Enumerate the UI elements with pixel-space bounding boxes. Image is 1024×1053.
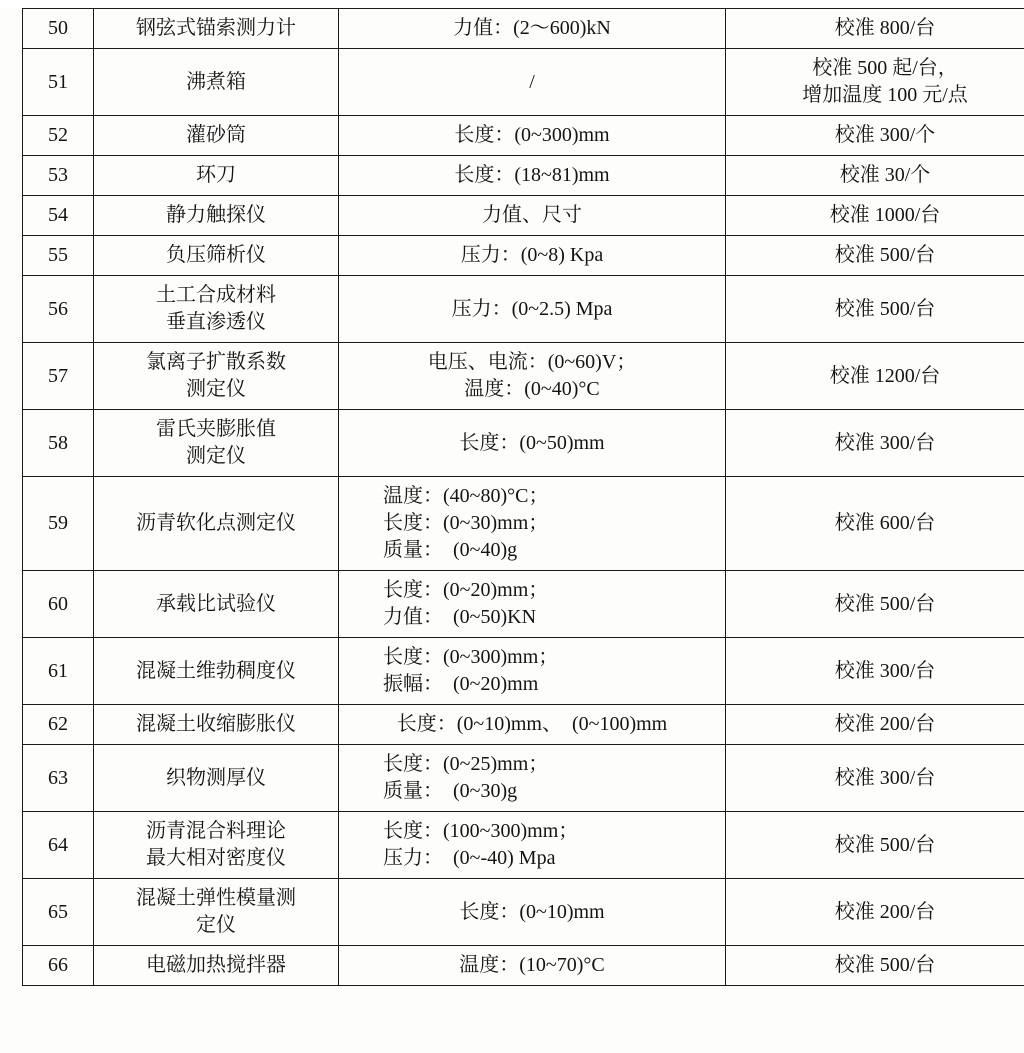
table-row [23, 571, 1024, 638]
cell-equipment-name [94, 571, 339, 638]
cell-equipment-name-line: 定仪 [98, 912, 334, 939]
cell-price-line: 校准 500/台 [730, 952, 1024, 979]
cell-equipment-name-line: 负压筛析仪 [98, 242, 334, 269]
cell-price-line: 校准 500/台 [730, 591, 1024, 618]
cell-equipment-name-line: 氯离子扩散系数 [98, 349, 334, 376]
cell-price [726, 705, 1024, 745]
cell-price [726, 236, 1024, 276]
cell-price [726, 946, 1024, 986]
equipment-price-table [22, 8, 1024, 986]
cell-price-line: 校准 1200/台 [730, 363, 1024, 390]
cell-measurement-range-line: 压力：(0~2.5) Mpa [343, 296, 721, 323]
cell-equipment-name-line: 测定仪 [98, 376, 334, 403]
cell-measurement-range [339, 196, 726, 236]
table-row [23, 116, 1024, 156]
table-row [23, 196, 1024, 236]
cell-equipment-name [94, 638, 339, 705]
cell-price-line: 校准 300/个 [730, 122, 1024, 149]
cell-measurement-range-line: / [343, 69, 721, 96]
cell-equipment-name-line: 沥青软化点测定仪 [98, 510, 334, 537]
cell-measurement-range [339, 812, 726, 879]
cell-price [726, 638, 1024, 705]
table-row [23, 745, 1024, 812]
cell-equipment-name-line: 钢弦式锚索测力计 [98, 15, 334, 42]
cell-measurement-range [339, 156, 726, 196]
cell-equipment-name-line: 沥青混合料理论 [98, 818, 334, 845]
cell-equipment-name [94, 196, 339, 236]
cell-price-line: 校准 30/个 [730, 162, 1024, 189]
cell-measurement-range [339, 276, 726, 343]
cell-measurement-range [339, 571, 726, 638]
cell-equipment-name-line: 最大相对密度仪 [98, 845, 334, 872]
cell-serial-number: 57 [23, 343, 94, 410]
table-row [23, 705, 1024, 745]
cell-measurement-range-line: 力值、尺寸 [343, 202, 721, 229]
table-body [23, 9, 1024, 986]
cell-price-line: 校准 800/台 [730, 15, 1024, 42]
table-row [23, 49, 1024, 116]
table-row [23, 156, 1024, 196]
cell-measurement-range [339, 638, 726, 705]
cell-serial-number: 66 [23, 946, 94, 986]
cell-price [726, 49, 1024, 116]
cell-measurement-range-line: 电压、电流：(0~60)V； [343, 349, 721, 376]
cell-measurement-range-line: 长度：(0~10)mm [343, 899, 721, 926]
cell-equipment-name-line: 织物测厚仪 [98, 765, 334, 792]
cell-serial-number: 54 [23, 196, 94, 236]
cell-serial-number: 53 [23, 156, 94, 196]
cell-measurement-range-line: 长度：(0~50)mm [343, 430, 721, 457]
cell-serial-number: 62 [23, 705, 94, 745]
cell-price [726, 571, 1024, 638]
cell-measurement-range-line: 力值：(2～600)kN [343, 15, 721, 42]
cell-price [726, 116, 1024, 156]
document-page [0, 8, 1024, 1053]
cell-measurement-range-line: 压力：(0~8) Kpa [343, 242, 721, 269]
cell-measurement-range [339, 49, 726, 116]
cell-measurement-range-line: 长度：(0~25)mm； [343, 751, 721, 778]
cell-price-line: 校准 500/台 [730, 296, 1024, 323]
table-row [23, 410, 1024, 477]
cell-measurement-range [339, 343, 726, 410]
cell-measurement-range-line: 振幅： (0~20)mm [343, 671, 721, 698]
cell-measurement-range-line: 温度：(10~70)°C [343, 952, 721, 979]
cell-equipment-name [94, 946, 339, 986]
cell-measurement-range [339, 705, 726, 745]
cell-equipment-name [94, 49, 339, 116]
cell-equipment-name [94, 879, 339, 946]
table-row [23, 638, 1024, 705]
table-row [23, 343, 1024, 410]
cell-equipment-name [94, 343, 339, 410]
cell-measurement-range-line: 长度：(18~81)mm [343, 162, 721, 189]
cell-measurement-range-line: 力值： (0~50)KN [343, 604, 721, 631]
cell-price-line: 校准 300/台 [730, 658, 1024, 685]
cell-serial-number: 50 [23, 9, 94, 49]
cell-measurement-range-line: 温度：(0~40)°C [343, 376, 721, 403]
cell-measurement-range-line: 长度：(0~10)mm、 (0~100)mm [343, 711, 721, 738]
cell-measurement-range [339, 236, 726, 276]
table-row [23, 812, 1024, 879]
cell-serial-number: 65 [23, 879, 94, 946]
cell-equipment-name [94, 705, 339, 745]
cell-price [726, 196, 1024, 236]
cell-equipment-name-line: 静力触探仪 [98, 202, 334, 229]
cell-measurement-range-line: 压力： (0~-40) Mpa [343, 845, 721, 872]
cell-equipment-name-line: 混凝土收缩膨胀仪 [98, 711, 334, 738]
cell-measurement-range-line: 长度：(100~300)mm； [343, 818, 721, 845]
cell-equipment-name-line: 混凝土维勃稠度仪 [98, 658, 334, 685]
table-row [23, 879, 1024, 946]
cell-measurement-range-line: 质量： (0~30)g [343, 778, 721, 805]
cell-measurement-range [339, 410, 726, 477]
cell-measurement-range-line: 长度：(0~300)mm； [343, 644, 721, 671]
cell-price [726, 477, 1024, 571]
cell-measurement-range [339, 879, 726, 946]
cell-serial-number: 63 [23, 745, 94, 812]
cell-price-line: 增加温度 100 元/点 [730, 82, 1024, 109]
cell-equipment-name [94, 156, 339, 196]
cell-measurement-range [339, 9, 726, 49]
cell-equipment-name [94, 477, 339, 571]
cell-measurement-range [339, 946, 726, 986]
cell-equipment-name-line: 土工合成材料 [98, 282, 334, 309]
cell-serial-number: 59 [23, 477, 94, 571]
cell-measurement-range [339, 745, 726, 812]
cell-price [726, 276, 1024, 343]
cell-measurement-range-line: 质量： (0~40)g [343, 537, 721, 564]
table-row [23, 276, 1024, 343]
cell-measurement-range-line: 长度：(0~30)mm； [343, 510, 721, 537]
cell-equipment-name [94, 410, 339, 477]
cell-equipment-name [94, 236, 339, 276]
cell-price [726, 156, 1024, 196]
cell-price-line: 校准 500/台 [730, 832, 1024, 859]
table-row [23, 236, 1024, 276]
cell-equipment-name [94, 276, 339, 343]
cell-price [726, 879, 1024, 946]
cell-price [726, 410, 1024, 477]
cell-serial-number: 52 [23, 116, 94, 156]
cell-equipment-name-line: 垂直渗透仪 [98, 309, 334, 336]
cell-price [726, 343, 1024, 410]
cell-serial-number: 56 [23, 276, 94, 343]
cell-equipment-name [94, 9, 339, 49]
cell-equipment-name-line: 混凝土弹性模量测 [98, 885, 334, 912]
cell-price [726, 745, 1024, 812]
cell-measurement-range-line: 温度：(40~80)°C； [343, 483, 721, 510]
cell-serial-number: 64 [23, 812, 94, 879]
cell-serial-number: 58 [23, 410, 94, 477]
cell-serial-number: 61 [23, 638, 94, 705]
cell-price [726, 812, 1024, 879]
cell-equipment-name-line: 雷氏夹膨胀值 [98, 416, 334, 443]
cell-equipment-name [94, 116, 339, 156]
cell-price-line: 校准 200/台 [730, 711, 1024, 738]
cell-price-line: 校准 200/台 [730, 899, 1024, 926]
table-row [23, 477, 1024, 571]
cell-measurement-range [339, 477, 726, 571]
cell-equipment-name-line: 灌砂筒 [98, 122, 334, 149]
cell-equipment-name-line: 环刀 [98, 162, 334, 189]
cell-price [726, 9, 1024, 49]
cell-price-line: 校准 300/台 [730, 430, 1024, 457]
cell-equipment-name [94, 812, 339, 879]
cell-equipment-name-line: 承载比试验仪 [98, 591, 334, 618]
table-row [23, 9, 1024, 49]
cell-serial-number: 51 [23, 49, 94, 116]
cell-measurement-range-line: 长度：(0~20)mm； [343, 577, 721, 604]
cell-serial-number: 55 [23, 236, 94, 276]
cell-equipment-name-line: 测定仪 [98, 443, 334, 470]
cell-equipment-name [94, 745, 339, 812]
table-row [23, 946, 1024, 986]
cell-price-line: 校准 300/台 [730, 765, 1024, 792]
cell-serial-number: 60 [23, 571, 94, 638]
cell-equipment-name-line: 电磁加热搅拌器 [98, 952, 334, 979]
cell-measurement-range-line: 长度：(0~300)mm [343, 122, 721, 149]
cell-measurement-range [339, 116, 726, 156]
cell-price-line: 校准 600/台 [730, 510, 1024, 537]
cell-price-line: 校准 1000/台 [730, 202, 1024, 229]
cell-equipment-name-line: 沸煮箱 [98, 69, 334, 96]
cell-price-line: 校准 500 起/台， [730, 55, 1024, 82]
cell-price-line: 校准 500/台 [730, 242, 1024, 269]
